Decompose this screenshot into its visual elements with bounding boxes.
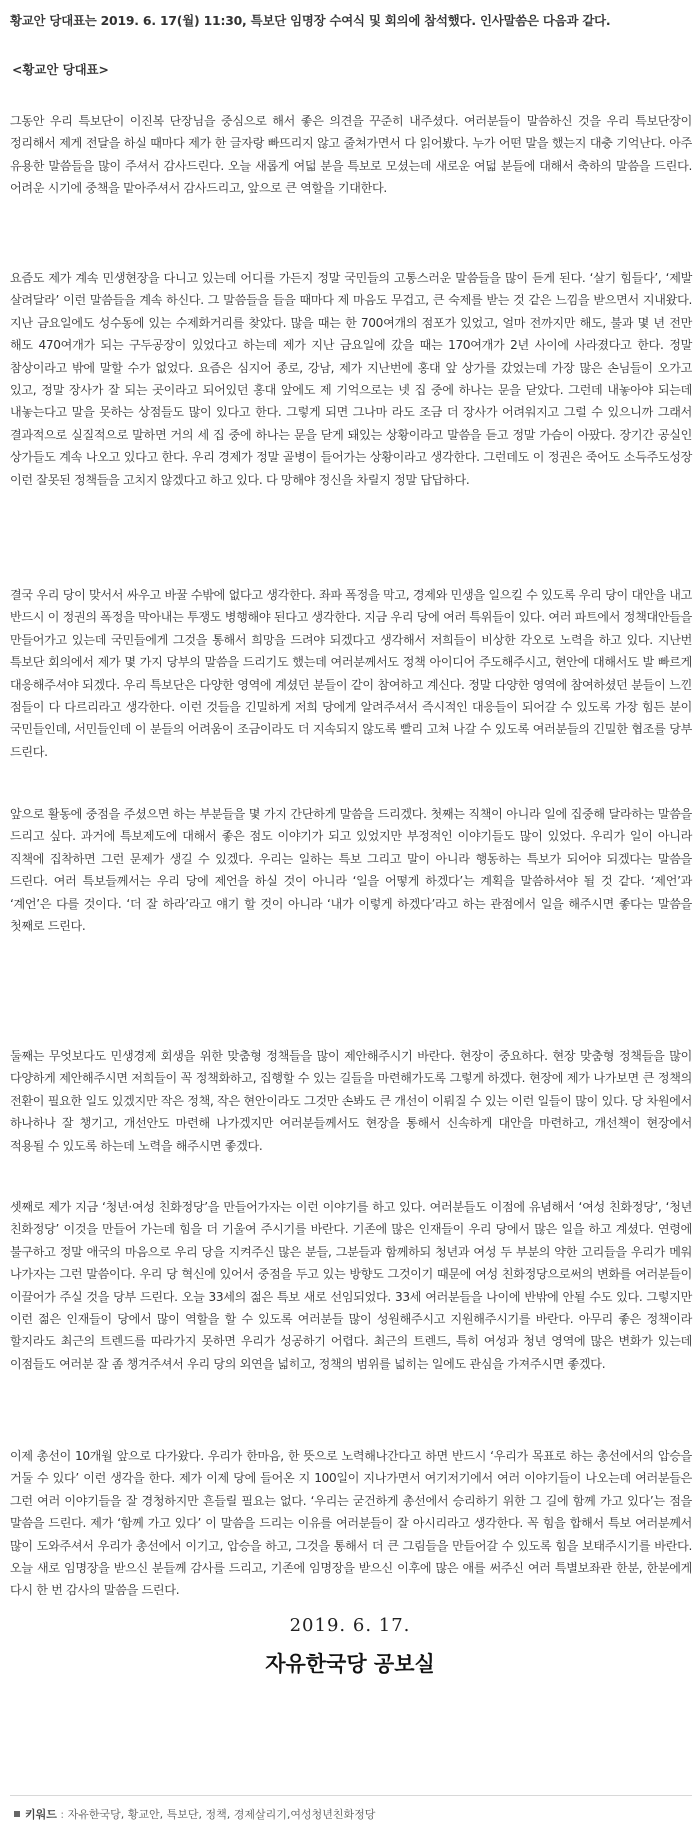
body-paragraph: 셋째로 제가 지금 ‘청년·여성 친화정당’을 만들어가자는 이런 이야기를 하고 있다. 여러분들도 이점에 유념해서 ‘여성 친화정당’, ‘청년 친화정당’ 이것을 만들어 가는데 힘을 더 기울여 주시기를 바란다. 기존에 많은 인재들이 우리 당에서 많은 일을 하고 계셨다. 연령에 불구하고 정말 애국의 마음으로 우리 당을 지켜주신 많은 분들, 그분들과 함께하되 청년과 여성 두 부분의 약한 고리들을 우리가 메워 나가자는 그런 말씀이다. 우리 당 혁신에 있어서 중점을 두고 있는 방향도 그것이기 때문에 여성 친화정당으로써의 변화를 여러분들이 이끌어가 주실 것을 당부 드린다. 오늘 33세의 젊은 특보 새로 선임되었다. 33세 여러분들을 나이에 반밖에 안될 수도 있다. 그렇지만 이런 젊은 인재들이 당에서 많이 역할을 할 수 있도록 여러분들 많이 성원해주시고 지원해주시기를 바란다. 아무리 좋은 정책이라 할지라도 최근의 트렌드를 따라가지 못하면 우리가 성공하기 어렵다. 최근의 트렌드, 특히 여성과 청년 영역에 많은 변화가 있는데 이점들도 여러분 잘 좀 챙겨주셔서 우리 당의 외연을 넓히고, 정책의 범위를 넓히는 일에도 관심을 가져주시면 좋겠다. — [10, 1200, 692, 1371]
body-paragraph: 앞으로 활동에 중점을 주셨으면 하는 부분들을 몇 가지 간단하게 말씀을 드리겠다. 첫째는 직책이 아니라 일에 집중해 달라하는 말씀을 드리고 싶다. 과거에 특보제도에 대해서 좋은 점도 이야기가 되고 있었지만 부정적인 이야기들도 많이 있었다. 우리가 일이 아니라 직책에 집착하면 그런 문제가 생길 수 있겠다. 우리는 일하는 특보 그리고 말이 아니라 행동하는 특보가 되어야 되겠다는 말씀을 드린다. 여러 특보들께서는 우리 당에 제언을 하실 것이 아니라 ‘일을 어떻게 하겠다’는 계획을 말씀하셔야 될 것 같다. ‘제언’과 ‘계언’은 다를 것이다. ‘더 잘 하라’라고 얘기 할 것이 아니라 ‘내가 이렇게 하겠다’라고 하는 관점에서 일을 해주시면 좋다는 말씀을 첫째로 드린다. — [10, 807, 692, 934]
keywords-label: 키워드 — [25, 1808, 57, 1821]
keywords-list[interactable]: 자유한국당, 황교안, 특보단, 정책, 경제살리기,여성청년친화정당 — [67, 1808, 376, 1821]
keywords-bar — [14, 1806, 375, 1822]
body-paragraph: 요즘도 제가 계속 민생현장을 다니고 있는데 어디를 가든지 정말 국민들의 고통스러운 말씀들을 많이 듣게 된다. ‘살기 힘들다’, ‘제발 살려달라’ 이런 말씀들을 계속 하신다. 그 말씀들을 들을 때마다 제 마음도 무겁고, 큰 숙제를 받는 것 같은 느낌을 받으면서 지내왔다. 지난 금요일에도 성수동에 있는 수제화거리를 찾았다. 많을 때는 한 700여개의 점포가 있었고, 얼마 전까지만 해도, 불과 몇 년 전만 해도 470여개가 되는 구두공장이 있었다고 하는데 제가 지난 금요일에 갔을 때는 170여개가 2년 사이에 사라졌다고 한다. 정말 참상이라고 밖에 말할 수가 없었다. 요즘은 심지어 종로, 강남, 제가 지난번에 홍대 앞 상가를 갔었는데 가장 많은 손님들이 오가고 있고, 정말 장사가 잘 되는 곳이라고 되어있던 홍대 앞에도 제 기억으로는 넷 집 중에 하나는 문을 닫았다. 그런데 내놓아야 되는데 내놓는다고 말을 못하는 상점들도 많이 있다고 한다. 그렇게 되면 그나마 라도 조금 더 장사가 어려워지고 그럴 수 있으니까 그래서 결과적으로 실질적으로 말하면 거의 세 집 중에 하나는 문을 닫게 돼있는 상황이라고 말씀을 듣고 정말 가슴이 아팠다. 장기간 공실인 상가들도 계속 나오고 있다고 한다. 우리 경제가 정말 골병이 들어가는 상황이라고 생각한다. 그런데도 이 정권은 죽어도 소득주도성장 이런 잘못된 정책들을 고치지 않겠다고 하고 있다. 다 망해야 정신을 차릴지 정말 답답하다. — [10, 271, 692, 487]
body-paragraph: 이제 총선이 10개월 앞으로 다가왔다. 우리가 한마음, 한 뜻으로 노력해나간다고 하면 반드시 ‘우리가 목표로 하는 총선에서의 압승을 거둘 수 있다’ 이런 생각을 한다. 제가 이제 당에 들어온 지 100일이 지나가면서 여기저기에서 여러 이야기들이 나오는데 여러분들은 그런 여러 이야기들을 잘 경청하지만 흔들릴 필요는 없다. ‘우리는 굳건하게 총선에서 승리하기 위한 그 길에 함께 가고 있다’는 점을 말씀을 드린다. 제가 ‘함께 가고 있다’ 이 말씀을 드리는 이유를 여러분들이 잘 아시리라고 생각한다. 꼭 힘을 합해서 특보 여러분께서 많이 도와주셔서 우리가 총선에서 이기고, 압승을 하고, 그것을 통해서 더 큰 그림들을 만들어갈 수 있도록 힘을 보태주시기를 바란다. 오늘 새로 임명장을 받으신 분들께 감사를 드리고, 기존에 임명장을 받으신 이후에 많은 애를 써주신 여러 특별보좌관 한분, 한분에게 다시 한 번 감사의 말씀을 드린다. — [10, 1449, 692, 1598]
square-bullet-icon — [14, 1811, 20, 1817]
body-paragraph: 그동안 우리 특보단이 이진복 단장님을 중심으로 해서 좋은 의견을 꾸준히 내주셨다. 여러분들이 말씀하신 것을 우리 특보단장이 정리해서 제게 전달을 하실 때마다 제가 한 글자랑 빠뜨리지 않고 줄쳐가면서 다 읽어봤다. 누가 어떤 말을 했는지 대충 기억난다. 아주 유용한 말씀들을 많이 주셔서 감사드린다. 오늘 새롭게 여덟 분을 특보로 모셨는데 새로운 여덟 분들에 대해서 축하의 말씀을 드린다. 어려운 시기에 중책을 맡아주셔서 감사드리고, 앞으로 큰 역할을 기대한다. — [10, 114, 692, 196]
body-paragraph: 결국 우리 당이 맞서서 싸우고 바꿀 수밖에 없다고 생각한다. 좌파 폭정을 막고, 경제와 민생을 일으킬 수 있도록 우리 당이 대안을 내고 반드시 이 정권의 폭정을 막아내는 투쟁도 병행해야 된다고 생각한다. 지금 우리 당에 여러 특위들이 있다. 여러 파트에서 정책대안들을 만들어가고 있는데 국민들에게 그것을 통해서 희망을 드려야 되겠다고 생각해서 저희들이 비상한 각오로 노력을 하고 있다. 지난번 특보단 회의에서 제가 몇 가지 당부의 말씀을 드리기도 했는데 여러분께서도 정책 아이디어 주도해주시고, 현안에 대해서도 발 빠르게 대응해주셔야 되겠다. 우리 특보단은 다양한 영역에 계셨던 분들이 같이 참여하고 계신다. 정말 다양한 영역에 참여하셨던 분들이 느낀 점들이 다 다르리라고 생각한다. 이런 것들을 긴밀하게 저희 당에게 알려주셔서 즉시적인 대응들이 되어갈 수 있도록 가장 힘든 분이 국민들인데, 서민들인데 이 분들의 어려움이 조금이라도 더 지속되지 않도록 빨리 고쳐 나갈 수 있도록 여러분들의 긴밀한 협조를 당부 드린다. — [10, 588, 693, 759]
lead-sentence: 황교안 당대표는 2019. 6. 17(월) 11:30, 특보단 임명장 수여식 및 회의에 참석했다. 인사말씀은 다음과 같다. — [10, 13, 611, 28]
issuing-organization: 자유한국당 공보실 — [265, 1652, 435, 1676]
keywords-separator: : — [56, 1808, 68, 1821]
release-date: 2019. 6. 17. — [289, 1615, 411, 1636]
footer-divider — [10, 1795, 692, 1796]
speaker-heading: <황교안 당대표> — [12, 62, 109, 77]
body-paragraph: 둘째는 무엇보다도 민생경제 회생을 위한 맞춤형 정책들을 많이 제안해주시기 바란다. 현장이 중요하다. 현장 맞춤형 정책들을 많이 다양하게 제안해주시면 저희들이 꼭 정책화하고, 집행할 수 있는 길들을 마련해가도록 그렇게 하겠다. 현장에 제가 나가보면 큰 정책의 전환이 필요한 일도 있겠지만 작은 정책, 작은 현안이라도 그것만 손봐도 큰 개선이 이뤄질 수 있는 이런 일들이 많이 있다. 당 차원에서 하나하나 잘 챙기고, 개선안도 마련해 나가겠지만 여러분들께서도 현장을 통해서 신속하게 대안을 마련하고, 개선책이 현장에서 적용될 수 있도록 하는데 노력을 해주시면 좋겠다. — [10, 1049, 692, 1153]
